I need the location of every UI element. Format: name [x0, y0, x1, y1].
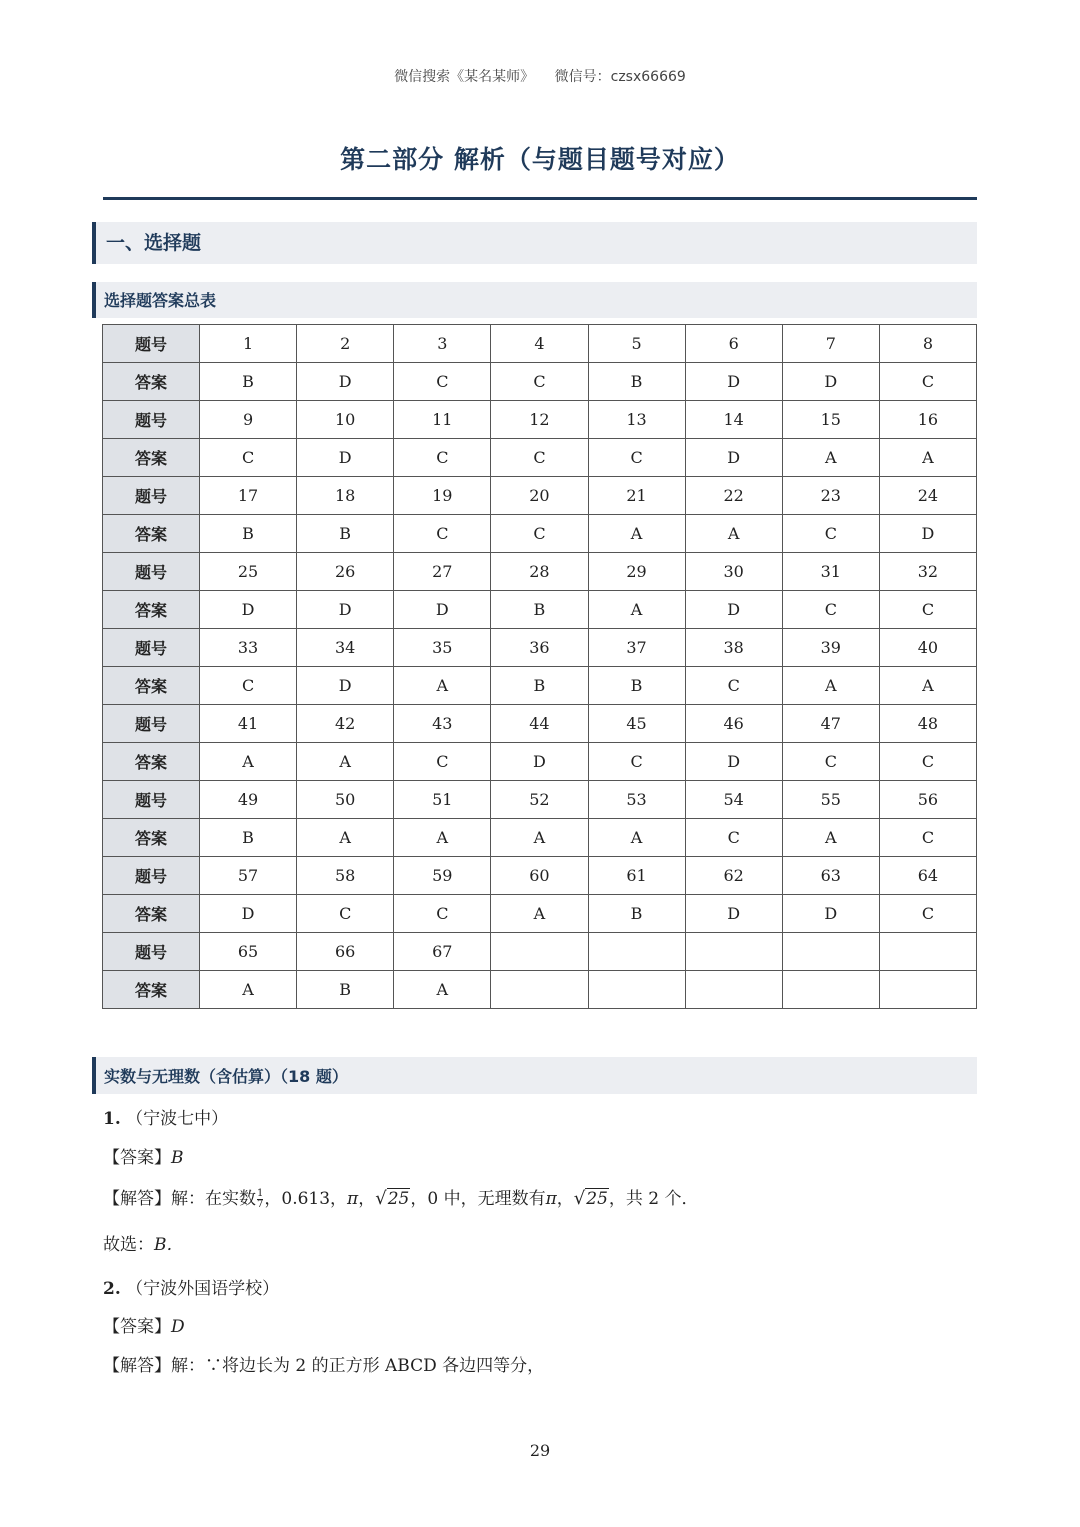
answer-cell: B [588, 895, 685, 933]
question-number-cell: 6 [685, 325, 782, 363]
question-number-cell: 64 [879, 857, 976, 895]
question-number-cell: 37 [588, 629, 685, 667]
square-root: √25 [375, 1188, 410, 1209]
answer-cell: D [685, 743, 782, 781]
row-label-answer: 答案 [103, 667, 200, 705]
question-number-cell: 5 [588, 325, 685, 363]
question-number-cell: 52 [491, 781, 588, 819]
question-2-header [103, 1274, 279, 1299]
answer-cell: D [685, 439, 782, 477]
radicand: 25 [387, 1189, 410, 1209]
question-number-cell: 61 [588, 857, 685, 895]
question-number-cell: 29 [588, 553, 685, 591]
answer-cell: C [879, 743, 976, 781]
choice-value: B． [154, 1235, 184, 1255]
answer-cell [879, 971, 976, 1009]
answer-value: B [171, 1148, 184, 1168]
answer-cell [782, 971, 879, 1009]
header-note-right: 微信号：czsx66669 [554, 69, 686, 85]
answer-cell: D [297, 439, 394, 477]
answer-label: 【答案】 [103, 1317, 171, 1337]
solution-label: 【解答】 [103, 1189, 171, 1209]
row-label-question: 题号 [103, 325, 200, 363]
square-root: √25 [573, 1188, 608, 1209]
question-number-cell: 22 [685, 477, 782, 515]
answer-cell: C [588, 743, 685, 781]
radicand: 25 [586, 1189, 608, 1209]
question-number-cell: 27 [394, 553, 491, 591]
question-number-cell: 10 [297, 401, 394, 439]
row-label-question: 题号 [103, 553, 200, 591]
table-row-question-numbers [103, 629, 977, 667]
solution-text: ， [556, 1189, 574, 1209]
answer-cell: A [394, 971, 491, 1009]
question-number-cell: 30 [685, 553, 782, 591]
question-number-cell: 42 [297, 705, 394, 743]
answer-cell: C [491, 363, 588, 401]
section-heading-multiple-choice: 一、选择题 [92, 222, 977, 264]
answer-cell: B [297, 515, 394, 553]
question-1-solution [103, 1184, 699, 1210]
table-row-answers [103, 895, 977, 933]
question-number-cell: 62 [685, 857, 782, 895]
answer-cell: B [200, 819, 297, 857]
question-number-cell: 47 [782, 705, 879, 743]
answer-cell: D [879, 515, 976, 553]
answer-cell: C [394, 515, 491, 553]
answer-cell: C [879, 819, 976, 857]
solution-text: ，共 2 个． [608, 1189, 699, 1209]
table-row-answers [103, 819, 977, 857]
row-label-question: 题号 [103, 401, 200, 439]
answer-cell: A [588, 515, 685, 553]
question-number-cell: 57 [200, 857, 297, 895]
question-number-cell: 13 [588, 401, 685, 439]
table-row-question-numbers [103, 477, 977, 515]
row-label-question: 题号 [103, 629, 200, 667]
answer-cell: D [782, 895, 879, 933]
table-row-answers [103, 971, 977, 1009]
answer-cell: C [782, 591, 879, 629]
question-number-cell: 40 [879, 629, 976, 667]
question-source: （宁波外国语学校） [126, 1279, 280, 1299]
answer-cell: D [685, 591, 782, 629]
answer-cell: C [879, 363, 976, 401]
header-note-left: 微信搜索《某名某师》 [394, 69, 535, 85]
question-1-header [103, 1104, 228, 1129]
answer-cell: C [394, 363, 491, 401]
answer-cell: B [491, 667, 588, 705]
question-number-cell: 55 [782, 781, 879, 819]
page-number: 29 [529, 1441, 551, 1460]
question-number-cell: 35 [394, 629, 491, 667]
fraction [257, 1189, 263, 1210]
answer-cell: D [491, 743, 588, 781]
solution-text: ，0.613， [264, 1189, 348, 1209]
question-number-cell: 53 [588, 781, 685, 819]
answer-cell: C [394, 895, 491, 933]
question-number-cell: 46 [685, 705, 782, 743]
answer-table [102, 324, 977, 1009]
question-number-cell: 44 [491, 705, 588, 743]
question-number-cell [491, 933, 588, 971]
question-number-cell: 3 [394, 325, 491, 363]
table-row-question-numbers [103, 553, 977, 591]
question-number-cell [685, 933, 782, 971]
row-label-answer: 答案 [103, 743, 200, 781]
answer-cell: C [685, 667, 782, 705]
answer-cell: D [782, 363, 879, 401]
question-number-cell: 15 [782, 401, 879, 439]
answer-cell: A [782, 819, 879, 857]
answer-cell: A [394, 667, 491, 705]
row-label-answer: 答案 [103, 439, 200, 477]
answer-cell: B [297, 971, 394, 1009]
choice-label: 故选： [103, 1235, 154, 1255]
table-row-question-numbers [103, 781, 977, 819]
question-number-cell: 26 [297, 553, 394, 591]
table-row-answers [103, 363, 977, 401]
answer-cell: C [297, 895, 394, 933]
answer-cell [685, 971, 782, 1009]
header-note [0, 66, 1080, 86]
section-heading-answer-table: 选择题答案总表 [92, 282, 977, 318]
question-number-cell [879, 933, 976, 971]
question-number-cell: 34 [297, 629, 394, 667]
fraction-numerator: 1 [257, 1188, 264, 1199]
question-number-cell: 4 [491, 325, 588, 363]
question-number-cell: 51 [394, 781, 491, 819]
question-number-cell [588, 933, 685, 971]
question-number-cell: 54 [685, 781, 782, 819]
row-label-answer: 答案 [103, 819, 200, 857]
question-number-cell: 25 [200, 553, 297, 591]
question-number-cell: 49 [200, 781, 297, 819]
question-number-cell: 41 [200, 705, 297, 743]
answer-cell: C [879, 895, 976, 933]
table-row-answers [103, 515, 977, 553]
question-number-cell: 65 [200, 933, 297, 971]
question-2-solution [103, 1351, 544, 1376]
title-divider [103, 197, 977, 200]
answer-cell: D [685, 895, 782, 933]
question-number-cell: 59 [394, 857, 491, 895]
solution-label: 【解答】 [103, 1356, 171, 1376]
question-number-cell: 28 [491, 553, 588, 591]
row-label-question: 题号 [103, 781, 200, 819]
answer-cell: A [782, 439, 879, 477]
question-number-cell: 18 [297, 477, 394, 515]
answer-cell: B [200, 363, 297, 401]
question-number-cell: 48 [879, 705, 976, 743]
answer-cell: D [297, 591, 394, 629]
question-number-cell: 63 [782, 857, 879, 895]
table-row-answers [103, 439, 977, 477]
question-number-cell: 14 [685, 401, 782, 439]
row-label-answer: 答案 [103, 971, 200, 1009]
question-number-cell: 11 [394, 401, 491, 439]
row-label-answer: 答案 [103, 895, 200, 933]
answer-cell: A [491, 819, 588, 857]
row-label-question: 题号 [103, 477, 200, 515]
page-title: 第二部分 解析（与题目题号对应） [340, 145, 740, 174]
question-number-cell: 67 [394, 933, 491, 971]
question-number-cell: 39 [782, 629, 879, 667]
answer-cell: C [394, 439, 491, 477]
question-number-cell: 58 [297, 857, 394, 895]
fraction-denominator: 7 [257, 1199, 264, 1210]
answer-cell: C [491, 439, 588, 477]
question-number-cell: 33 [200, 629, 297, 667]
question-number-cell: 23 [782, 477, 879, 515]
answer-cell: A [394, 819, 491, 857]
table-row-question-numbers [103, 401, 977, 439]
solution-text: ， [358, 1189, 376, 1209]
answer-cell: A [297, 819, 394, 857]
question-1-answer [103, 1143, 184, 1168]
question-number: 1. [103, 1109, 121, 1129]
row-label-answer: 答案 [103, 591, 200, 629]
question-number-cell: 38 [685, 629, 782, 667]
question-number-cell: 56 [879, 781, 976, 819]
answer-cell: C [685, 819, 782, 857]
answer-cell: B [200, 515, 297, 553]
question-number-cell: 21 [588, 477, 685, 515]
row-label-question: 题号 [103, 857, 200, 895]
answer-cell [491, 971, 588, 1009]
row-label-answer: 答案 [103, 363, 200, 401]
question-number-cell [782, 933, 879, 971]
pi-symbol: π [545, 1189, 557, 1209]
pi-symbol: π [347, 1189, 359, 1209]
solution-text: ，0 中，无理数有 [410, 1189, 546, 1209]
question-number-cell: 66 [297, 933, 394, 971]
answer-cell: D [394, 591, 491, 629]
answer-cell: C [394, 743, 491, 781]
question-number-cell: 16 [879, 401, 976, 439]
table-row-question-numbers [103, 325, 977, 363]
question-number-cell: 32 [879, 553, 976, 591]
question-number-cell: 8 [879, 325, 976, 363]
answer-cell: C [200, 667, 297, 705]
question-number-cell: 20 [491, 477, 588, 515]
answer-cell: D [297, 667, 394, 705]
question-number-cell: 45 [588, 705, 685, 743]
question-number: 2. [103, 1279, 121, 1299]
table-row-answers [103, 667, 977, 705]
answer-cell: D [685, 363, 782, 401]
question-number-cell: 12 [491, 401, 588, 439]
answer-cell: A [685, 515, 782, 553]
answer-label: 【答案】 [103, 1148, 171, 1168]
section-heading-real-numbers: 实数与无理数（含估算）（18 题） [92, 1057, 977, 1094]
table-row-question-numbers [103, 857, 977, 895]
answer-value: D [171, 1317, 185, 1337]
answer-cell: D [297, 363, 394, 401]
answer-cell: A [588, 591, 685, 629]
answer-cell: A [200, 971, 297, 1009]
answer-cell: A [879, 667, 976, 705]
answer-cell: B [588, 363, 685, 401]
answer-cell: C [491, 515, 588, 553]
answer-cell: C [200, 439, 297, 477]
answer-cell: C [782, 515, 879, 553]
answer-cell: C [879, 591, 976, 629]
answer-cell: A [588, 819, 685, 857]
answer-cell: B [491, 591, 588, 629]
question-number-cell: 7 [782, 325, 879, 363]
question-number-cell: 24 [879, 477, 976, 515]
table-row-question-numbers [103, 933, 977, 971]
question-number-cell: 31 [782, 553, 879, 591]
answer-cell [588, 971, 685, 1009]
question-number-cell: 60 [491, 857, 588, 895]
solution-text: 解：在实数 [171, 1189, 256, 1209]
table-row-answers [103, 591, 977, 629]
question-number-cell: 9 [200, 401, 297, 439]
question-number-cell: 17 [200, 477, 297, 515]
answer-cell: A [297, 743, 394, 781]
question-number-cell: 1 [200, 325, 297, 363]
question-number-cell: 50 [297, 781, 394, 819]
table-row-answers [103, 743, 977, 781]
answer-cell: A [782, 667, 879, 705]
answer-cell: A [879, 439, 976, 477]
question-1-choice [103, 1230, 184, 1255]
answer-cell: C [782, 743, 879, 781]
solution-text: 解：∵将边长为 2 的正方形 ABCD 各边四等分， [171, 1356, 545, 1376]
row-label-question: 题号 [103, 933, 200, 971]
table-row-question-numbers [103, 705, 977, 743]
row-label-answer: 答案 [103, 515, 200, 553]
question-source: （宁波七中） [126, 1109, 229, 1129]
question-number-cell: 43 [394, 705, 491, 743]
answer-cell: A [200, 743, 297, 781]
answer-cell: B [588, 667, 685, 705]
answer-cell: C [588, 439, 685, 477]
row-label-question: 题号 [103, 705, 200, 743]
question-2-answer [103, 1312, 185, 1337]
question-number-cell: 2 [297, 325, 394, 363]
answer-cell: D [200, 591, 297, 629]
question-number-cell: 19 [394, 477, 491, 515]
question-number-cell: 36 [491, 629, 588, 667]
answer-cell: A [491, 895, 588, 933]
answer-cell: D [200, 895, 297, 933]
